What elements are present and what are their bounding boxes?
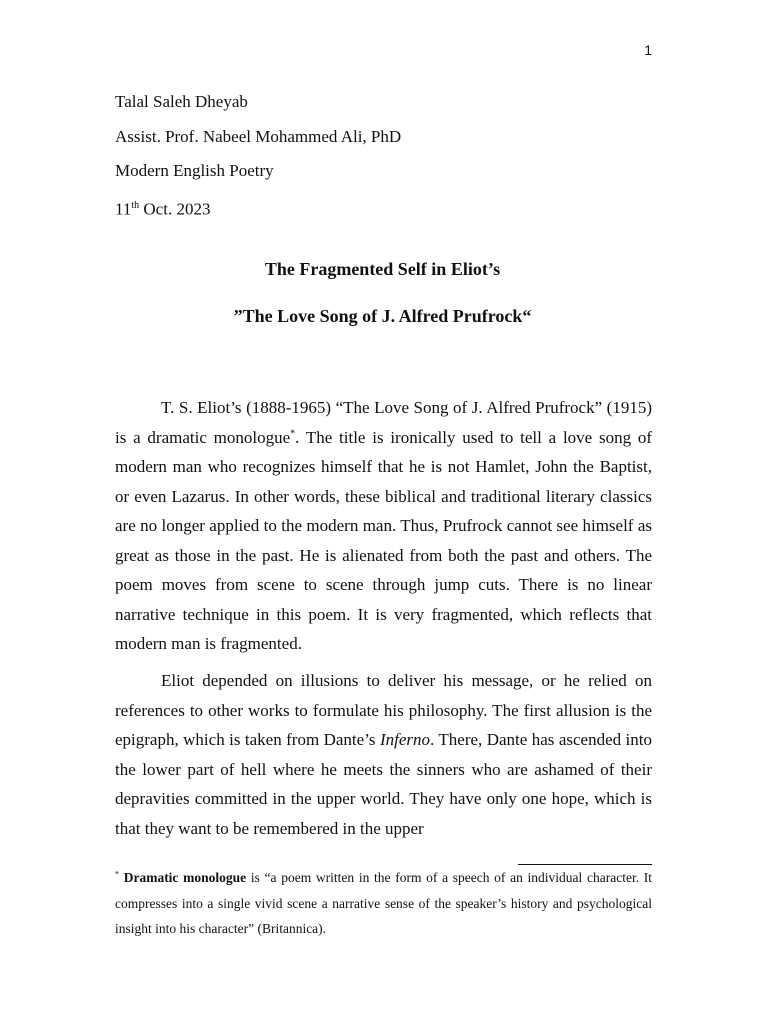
footnote-definition: is “a poem written in the form of a speech of an individual character. It compresses into a single vivid scene a narrative sense of the speaker’s history and psychological insight into his character” (Britannica). [115,870,653,936]
document-date [115,189,401,227]
course-name: Modern English Poetry [115,161,274,180]
document-header [115,85,401,227]
paragraph-2-text-b: . There, Dante has ascended into the lower part of hell where he meets the sinners who are ashamed of their depravities committed in the upper world. They have only one hope, which is that they want to be remembered in the upper [115,730,653,838]
inferno-title: Inferno [379,730,431,749]
paragraph-1-text-b: . The title is ironically used to tell a love song of modern man who recognizes himself that he is not Hamlet, John the Baptist, or even Lazarus. In other words, these biblical and traditional literary classics are no longer applied to the modern man. Thus, Prufrock cannot see himself as great as those in the past. He is alienated from both the past and others. The poem moves from scene to scene through jump cuts. There is no linear narrative technique in this poem. It is very fragmented, which reflects that modern man is fragmented. [115,427,653,653]
date-suffix: th [131,199,140,211]
instructor-name: Assist. Prof. Nabeel Mohammed Ali, PhD [115,126,402,146]
author-name: Talal Saleh Dheyab [115,92,248,111]
date-rest: Oct. 2023 [139,199,211,219]
title-line-1: The Fragmented Self in Eliot’s [264,259,501,279]
title-line-2: ”The Love Song of J. Alfred Prufrock“ [233,306,532,326]
page-number: 1 [644,42,652,58]
paragraph-2 [115,666,652,843]
footnote [115,865,652,942]
footnote-reference[interactable]: * [290,427,296,439]
paragraph-1 [115,393,652,659]
footnote-term: Dramatic monologue [123,870,247,885]
paragraph-1-text-a: T. S. Eliot’s (1888-1965) “The Love Song of J. Alfred Prufrock” (1915) is a dramatic monologue [115,398,652,447]
paragraph-2-text-a: Eliot depended on illusions to deliver his message, or he relied on references to other works to formulate his philosophy. The first allusion is the epigraph, which is taken from Dante’s [115,671,652,749]
date-day: 11 [115,199,132,219]
footnote-marker: * [115,869,119,879]
